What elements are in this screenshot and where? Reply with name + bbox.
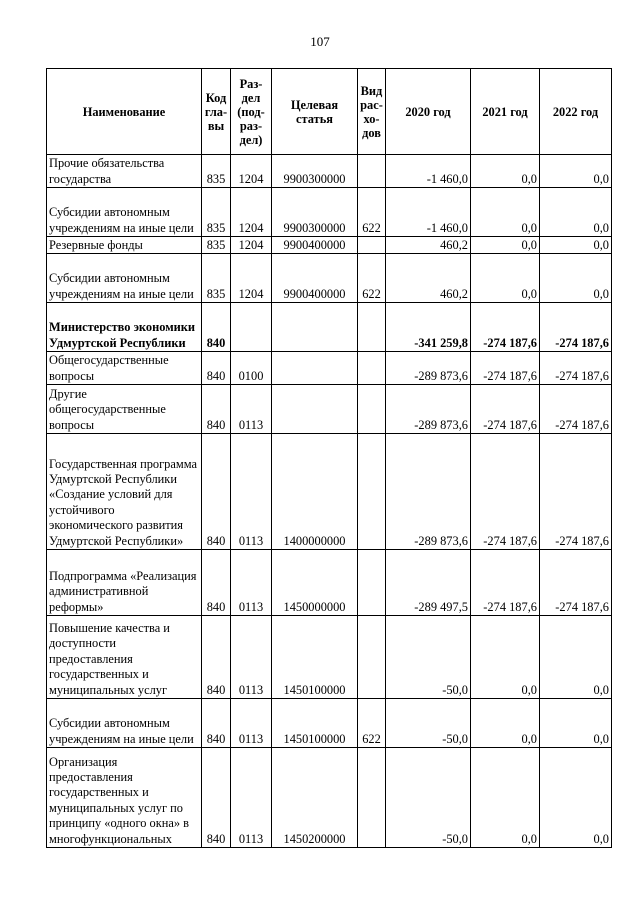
cell-expense-type bbox=[358, 550, 386, 616]
cell-chapter-code: 840 bbox=[202, 699, 231, 748]
table-row bbox=[47, 748, 612, 848]
cell-target-article: 1450100000 bbox=[272, 616, 358, 699]
cell-name: Подпрограмма «Реализация административной реформы» bbox=[47, 550, 202, 616]
cell-section: 0113 bbox=[231, 385, 272, 434]
cell-section: 1204 bbox=[231, 155, 272, 188]
header-section: Раз-дел (под-раз-дел) bbox=[231, 69, 272, 155]
cell-year-2021: -274 187,6 bbox=[471, 352, 540, 385]
cell-target-article: 9900400000 bbox=[272, 237, 358, 254]
cell-year-2021: 0,0 bbox=[471, 748, 540, 848]
cell-target-article bbox=[272, 352, 358, 385]
cell-target-article: 1450100000 bbox=[272, 699, 358, 748]
cell-year-2022: -274 187,6 bbox=[540, 434, 612, 550]
cell-target-article: 9900300000 bbox=[272, 155, 358, 188]
cell-year-2020: -289 873,6 bbox=[386, 352, 471, 385]
cell-year-2020: -289 873,6 bbox=[386, 434, 471, 550]
cell-chapter-code: 840 bbox=[202, 352, 231, 385]
cell-year-2020: -50,0 bbox=[386, 748, 471, 848]
cell-chapter-code: 840 bbox=[202, 434, 231, 550]
cell-section: 0113 bbox=[231, 699, 272, 748]
cell-section: 1204 bbox=[231, 254, 272, 303]
header-name: Наименование bbox=[47, 69, 202, 155]
cell-year-2022: 0,0 bbox=[540, 188, 612, 237]
cell-year-2022: -274 187,6 bbox=[540, 303, 612, 352]
cell-expense-type: 622 bbox=[358, 254, 386, 303]
table-row bbox=[47, 303, 612, 352]
cell-name: Субсидии автономным учреждениям на иные цели bbox=[47, 699, 202, 748]
cell-chapter-code: 835 bbox=[202, 254, 231, 303]
cell-target-article: 9900300000 bbox=[272, 188, 358, 237]
cell-year-2022: 0,0 bbox=[540, 699, 612, 748]
table-row bbox=[47, 434, 612, 550]
cell-year-2021: 0,0 bbox=[471, 237, 540, 254]
table-body bbox=[47, 155, 612, 848]
cell-year-2021: -274 187,6 bbox=[471, 385, 540, 434]
table-row bbox=[47, 188, 612, 237]
cell-name: Повышение качества и доступности предоставления государственных и муниципальных услуг bbox=[47, 616, 202, 699]
table-row bbox=[47, 550, 612, 616]
cell-expense-type bbox=[358, 434, 386, 550]
cell-year-2020: -50,0 bbox=[386, 616, 471, 699]
cell-target-article: 9900400000 bbox=[272, 254, 358, 303]
cell-chapter-code: 840 bbox=[202, 616, 231, 699]
cell-year-2021: -274 187,6 bbox=[471, 434, 540, 550]
cell-expense-type bbox=[358, 303, 386, 352]
cell-section: 0113 bbox=[231, 434, 272, 550]
cell-target-article bbox=[272, 303, 358, 352]
cell-year-2022: 0,0 bbox=[540, 155, 612, 188]
cell-year-2020: -1 460,0 bbox=[386, 155, 471, 188]
cell-year-2020: -289 497,5 bbox=[386, 550, 471, 616]
cell-name: Резервные фонды bbox=[47, 237, 202, 254]
cell-chapter-code: 835 bbox=[202, 188, 231, 237]
cell-year-2021: 0,0 bbox=[471, 155, 540, 188]
table-row bbox=[47, 237, 612, 254]
budget-table bbox=[46, 68, 612, 848]
cell-year-2020: -289 873,6 bbox=[386, 385, 471, 434]
cell-name: Субсидии автономным учреждениям на иные цели bbox=[47, 188, 202, 237]
cell-year-2022: -274 187,6 bbox=[540, 352, 612, 385]
cell-section: 1204 bbox=[231, 188, 272, 237]
header-row bbox=[47, 69, 612, 155]
header-chapter-code: Код гла-вы bbox=[202, 69, 231, 155]
table-row bbox=[47, 155, 612, 188]
cell-expense-type bbox=[358, 748, 386, 848]
cell-year-2021: -274 187,6 bbox=[471, 550, 540, 616]
cell-year-2022: 0,0 bbox=[540, 748, 612, 848]
cell-section: 0113 bbox=[231, 550, 272, 616]
cell-year-2021: 0,0 bbox=[471, 188, 540, 237]
cell-section bbox=[231, 303, 272, 352]
cell-expense-type bbox=[358, 385, 386, 434]
cell-expense-type: 622 bbox=[358, 699, 386, 748]
cell-section: 1204 bbox=[231, 237, 272, 254]
table-row bbox=[47, 352, 612, 385]
cell-year-2021: -274 187,6 bbox=[471, 303, 540, 352]
cell-name: Организация предоставления государственных и муниципальных услуг по принципу «одного окна» в многофункциональных bbox=[47, 748, 202, 848]
cell-chapter-code: 840 bbox=[202, 748, 231, 848]
cell-target-article: 1450000000 bbox=[272, 550, 358, 616]
cell-name: Общегосударственные вопросы bbox=[47, 352, 202, 385]
cell-section: 0100 bbox=[231, 352, 272, 385]
cell-year-2020: -1 460,0 bbox=[386, 188, 471, 237]
cell-chapter-code: 835 bbox=[202, 237, 231, 254]
cell-expense-type bbox=[358, 237, 386, 254]
cell-year-2022: 0,0 bbox=[540, 254, 612, 303]
cell-target-article: 1450200000 bbox=[272, 748, 358, 848]
header-year-2021: 2021 год bbox=[471, 69, 540, 155]
header-year-2020: 2020 год bbox=[386, 69, 471, 155]
cell-year-2022: -274 187,6 bbox=[540, 550, 612, 616]
header-year-2022: 2022 год bbox=[540, 69, 612, 155]
cell-expense-type bbox=[358, 352, 386, 385]
cell-name: Субсидии автономным учреждениям на иные цели bbox=[47, 254, 202, 303]
header-target-article: Целевая статья bbox=[272, 69, 358, 155]
cell-year-2020: 460,2 bbox=[386, 237, 471, 254]
header-expense-type: Вид рас-хо-дов bbox=[358, 69, 386, 155]
cell-chapter-code: 840 bbox=[202, 385, 231, 434]
cell-chapter-code: 840 bbox=[202, 550, 231, 616]
cell-year-2022: 0,0 bbox=[540, 237, 612, 254]
cell-chapter-code: 835 bbox=[202, 155, 231, 188]
cell-name: Прочие обязательства государства bbox=[47, 155, 202, 188]
cell-year-2020: 460,2 bbox=[386, 254, 471, 303]
cell-expense-type bbox=[358, 155, 386, 188]
cell-target-article bbox=[272, 385, 358, 434]
cell-year-2022: -274 187,6 bbox=[540, 385, 612, 434]
cell-year-2021: 0,0 bbox=[471, 616, 540, 699]
cell-section: 0113 bbox=[231, 748, 272, 848]
cell-year-2021: 0,0 bbox=[471, 254, 540, 303]
cell-year-2020: -341 259,8 bbox=[386, 303, 471, 352]
table-row bbox=[47, 385, 612, 434]
cell-expense-type: 622 bbox=[358, 188, 386, 237]
page-number: 107 bbox=[310, 34, 330, 49]
table-row bbox=[47, 616, 612, 699]
cell-name: Государственная программа Удмуртской Республики «Создание условий для устойчивого экономического развития Удмуртской Республики» bbox=[47, 434, 202, 550]
cell-year-2020: -50,0 bbox=[386, 699, 471, 748]
cell-target-article: 1400000000 bbox=[272, 434, 358, 550]
cell-chapter-code: 840 bbox=[202, 303, 231, 352]
cell-year-2021: 0,0 bbox=[471, 699, 540, 748]
cell-expense-type bbox=[358, 616, 386, 699]
cell-name: Министерство экономики Удмуртской Республики bbox=[47, 303, 202, 352]
cell-name: Другие общегосударственные вопросы bbox=[47, 385, 202, 434]
table-row bbox=[47, 254, 612, 303]
table-row bbox=[47, 699, 612, 748]
cell-year-2022: 0,0 bbox=[540, 616, 612, 699]
cell-section: 0113 bbox=[231, 616, 272, 699]
